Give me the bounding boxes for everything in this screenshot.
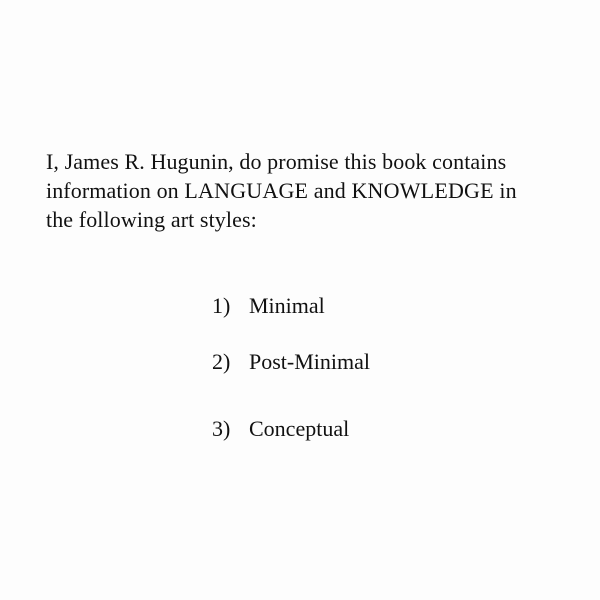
list-item-label: Minimal (249, 293, 325, 318)
statement-line-2-middle: and (308, 178, 352, 203)
list-item-number: 2) (212, 349, 231, 374)
list-item-post-minimal (212, 349, 370, 375)
keyword-knowledge: KNOWLEDGE (351, 178, 494, 203)
statement-line-2-end: in (493, 178, 517, 203)
statement-line-1: I, James R. Hugunin, do promise this book contains (46, 149, 507, 174)
statement-line-2 (46, 176, 566, 205)
list-item-conceptual (212, 416, 349, 442)
promise-statement (46, 147, 566, 234)
statement-line-3: the following art styles: (46, 207, 257, 232)
list-item-minimal (212, 293, 325, 319)
list-item-number: 1) (212, 293, 231, 318)
list-item-label: Conceptual (249, 416, 350, 441)
keyword-language: LANGUAGE (184, 178, 309, 203)
list-item-number: 3) (212, 416, 231, 441)
list-item-label: Post-Minimal (249, 349, 371, 374)
statement-line-2-start: information on (46, 178, 185, 203)
